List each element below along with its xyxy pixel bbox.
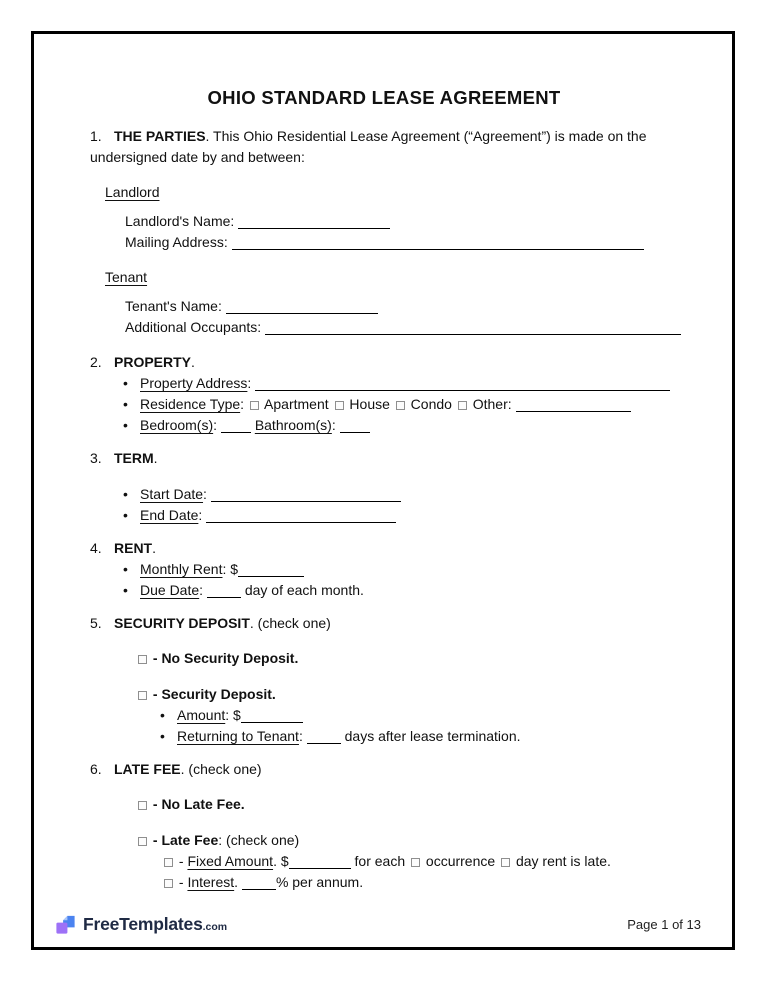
checkbox-late-fee[interactable] bbox=[138, 837, 147, 846]
section-4-heading bbox=[90, 538, 678, 559]
brand-text bbox=[83, 914, 227, 935]
option-other-label: Other: bbox=[472, 396, 512, 412]
property-address-blank[interactable] bbox=[255, 378, 670, 391]
checkbox-condo[interactable] bbox=[396, 401, 405, 410]
bullet-icon: • bbox=[160, 707, 165, 723]
returning-to-tenant-item bbox=[160, 726, 678, 747]
colon: : bbox=[331, 417, 336, 433]
freetemplates-logo-icon bbox=[54, 913, 77, 936]
fixed-amount-item bbox=[162, 851, 678, 872]
section-5-number: 5. bbox=[90, 615, 102, 631]
period: . bbox=[153, 450, 158, 466]
period: . bbox=[273, 853, 277, 869]
option-apartment-label: Apartment bbox=[264, 396, 329, 412]
start-date-item bbox=[123, 484, 678, 505]
checkbox-other[interactable] bbox=[458, 401, 467, 410]
checkbox-fixed-amount[interactable] bbox=[164, 858, 173, 867]
currency-symbol: $ bbox=[230, 561, 239, 577]
section-5-heading bbox=[90, 613, 678, 634]
currency-symbol: $ bbox=[280, 853, 289, 869]
tenant-name-label: Tenant's Name: bbox=[125, 298, 222, 314]
late-fee-option bbox=[136, 830, 678, 851]
section-1-number: 1. bbox=[90, 128, 102, 144]
security-deposit-label: - Security Deposit. bbox=[152, 686, 276, 702]
period: . bbox=[191, 354, 195, 370]
deposit-amount-blank[interactable] bbox=[241, 710, 303, 723]
additional-occupants-blank[interactable] bbox=[265, 322, 681, 335]
returning-to-tenant-label: Returning to Tenant bbox=[177, 728, 299, 744]
colon: : bbox=[203, 486, 207, 502]
landlord-heading-label: Landlord bbox=[105, 184, 160, 200]
fixed-amount-mid: for each bbox=[354, 853, 406, 869]
section-3-heading bbox=[90, 448, 678, 469]
due-date-label: Due Date bbox=[140, 582, 200, 598]
section-2-number: 2. bbox=[90, 354, 102, 370]
page-indicator: Page 1 of 13 bbox=[627, 917, 701, 932]
no-security-deposit-label: - No Security Deposit. bbox=[152, 650, 299, 666]
dash: - bbox=[178, 853, 184, 869]
end-date-item bbox=[123, 505, 678, 526]
document-page bbox=[31, 31, 735, 950]
checkbox-apartment[interactable] bbox=[250, 401, 259, 410]
no-late-fee-label: - No Late Fee. bbox=[152, 796, 245, 812]
fixed-amount-label: Fixed Amount bbox=[187, 853, 274, 869]
dash: - bbox=[178, 874, 184, 890]
deposit-amount-label: Amount bbox=[177, 707, 226, 723]
mailing-address-label: Mailing Address: bbox=[125, 234, 228, 250]
late-fee-note: : (check one) bbox=[218, 832, 300, 848]
landlord-name-label: Landlord's Name: bbox=[125, 213, 235, 229]
fixed-amount-blank[interactable] bbox=[289, 856, 351, 869]
interest-suffix: % per annum. bbox=[275, 874, 364, 890]
checkbox-day-rent-late[interactable] bbox=[501, 858, 510, 867]
currency-symbol: $ bbox=[233, 707, 241, 723]
monthly-rent-item bbox=[123, 559, 678, 580]
bathrooms-label: Bathroom(s) bbox=[254, 417, 332, 433]
tenant-heading-label: Tenant bbox=[105, 269, 148, 285]
returning-suffix: days after lease termination. bbox=[344, 728, 521, 744]
bullet-icon: • bbox=[123, 561, 128, 577]
section-3-title: TERM bbox=[114, 450, 154, 466]
start-date-blank[interactable] bbox=[211, 489, 401, 502]
colon: : bbox=[225, 707, 230, 723]
occurrence-label: occurrence bbox=[425, 853, 496, 869]
brand-name: FreeTemplates bbox=[83, 914, 203, 934]
bedrooms-label: Bedroom(s) bbox=[140, 417, 214, 433]
security-deposit-option bbox=[136, 684, 678, 705]
colon: : bbox=[213, 417, 218, 433]
period: . bbox=[249, 615, 254, 631]
interest-item bbox=[162, 872, 678, 893]
bedrooms-blank[interactable] bbox=[221, 420, 251, 433]
tenant-heading bbox=[105, 267, 678, 288]
colon: : bbox=[247, 375, 252, 391]
start-date-label: Start Date bbox=[140, 486, 204, 502]
residence-type-item bbox=[123, 394, 678, 415]
bullet-icon: • bbox=[123, 396, 128, 412]
landlord-name-field bbox=[125, 211, 678, 232]
freetemplates-logo bbox=[54, 913, 227, 936]
period: . bbox=[180, 761, 185, 777]
tenant-name-field bbox=[125, 296, 678, 317]
landlord-name-blank[interactable] bbox=[238, 216, 390, 229]
section-4-number: 4. bbox=[90, 540, 102, 556]
late-fee-label: - Late Fee bbox=[152, 832, 219, 848]
section-2-title: PROPERTY bbox=[114, 354, 192, 370]
section-1-heading: THE PARTIES bbox=[114, 128, 206, 144]
section-3-number: 3. bbox=[90, 450, 102, 466]
section-6-note: (check one) bbox=[188, 761, 262, 777]
section-1-text: . This Ohio Residential Lease Agreement (“Agreement”) is made on the undersigned date by and between: bbox=[90, 128, 647, 165]
checkbox-interest[interactable] bbox=[164, 879, 173, 888]
mailing-address-blank[interactable] bbox=[232, 237, 644, 250]
no-late-fee-option bbox=[136, 794, 678, 815]
bullet-icon: • bbox=[123, 507, 128, 523]
bathrooms-blank[interactable] bbox=[340, 420, 370, 433]
bullet-icon: • bbox=[160, 728, 165, 744]
property-address-item bbox=[123, 373, 678, 394]
deposit-amount-item bbox=[160, 705, 678, 726]
colon: : bbox=[222, 561, 227, 577]
end-date-blank[interactable] bbox=[206, 510, 396, 523]
document-title: OHIO STANDARD LEASE AGREEMENT bbox=[207, 87, 561, 108]
section-4-title: RENT bbox=[114, 540, 153, 556]
bedrooms-bathrooms-item bbox=[123, 415, 678, 436]
residence-type-label: Residence Type bbox=[140, 396, 241, 412]
colon: : bbox=[298, 728, 303, 744]
end-date-label: End Date bbox=[140, 507, 199, 523]
mailing-address-field bbox=[125, 232, 678, 253]
colon: : bbox=[198, 507, 203, 523]
additional-occupants-field bbox=[125, 317, 678, 338]
due-date-item bbox=[123, 580, 678, 601]
interest-label: Interest bbox=[187, 874, 235, 890]
property-address-label: Property Address bbox=[140, 375, 248, 391]
option-house-label: House bbox=[349, 396, 390, 412]
section-5-title: SECURITY DEPOSIT bbox=[114, 615, 250, 631]
additional-occupants-label: Additional Occupants: bbox=[125, 319, 262, 335]
monthly-rent-label: Monthly Rent bbox=[140, 561, 223, 577]
no-security-deposit-option bbox=[136, 648, 678, 669]
colon: : bbox=[240, 396, 245, 412]
section-1-intro bbox=[90, 126, 678, 168]
tenant-name-blank[interactable] bbox=[226, 301, 378, 314]
interest-blank[interactable] bbox=[242, 877, 276, 890]
day-rent-late-label: day rent is late. bbox=[515, 853, 611, 869]
due-date-blank[interactable] bbox=[207, 585, 241, 598]
checkbox-occurrence[interactable] bbox=[411, 858, 420, 867]
landlord-heading bbox=[105, 182, 678, 203]
returning-days-blank[interactable] bbox=[307, 731, 341, 744]
bullet-icon: • bbox=[123, 375, 128, 391]
colon: : bbox=[199, 582, 204, 598]
option-condo-label: Condo bbox=[410, 396, 452, 412]
page-footer bbox=[54, 913, 701, 936]
checkbox-no-security-deposit[interactable] bbox=[138, 655, 147, 664]
bullet-icon: • bbox=[123, 582, 128, 598]
section-6-number: 6. bbox=[90, 761, 102, 777]
period: . bbox=[234, 874, 239, 890]
bullet-icon: • bbox=[123, 417, 128, 433]
section-6-title: LATE FEE bbox=[114, 761, 181, 777]
section-2-heading bbox=[90, 352, 678, 373]
due-date-suffix: day of each month. bbox=[244, 582, 364, 598]
checkbox-security-deposit[interactable] bbox=[138, 691, 147, 700]
brand-suffix: .com bbox=[202, 921, 228, 933]
checkbox-no-late-fee[interactable] bbox=[138, 801, 147, 810]
bullet-icon: • bbox=[123, 486, 128, 502]
section-6-heading bbox=[90, 759, 678, 780]
section-5-note: (check one) bbox=[257, 615, 331, 631]
monthly-rent-blank[interactable] bbox=[238, 564, 304, 577]
document-content bbox=[34, 34, 732, 893]
checkbox-house[interactable] bbox=[335, 401, 344, 410]
period: . bbox=[152, 540, 157, 556]
residence-other-blank[interactable] bbox=[516, 399, 631, 412]
